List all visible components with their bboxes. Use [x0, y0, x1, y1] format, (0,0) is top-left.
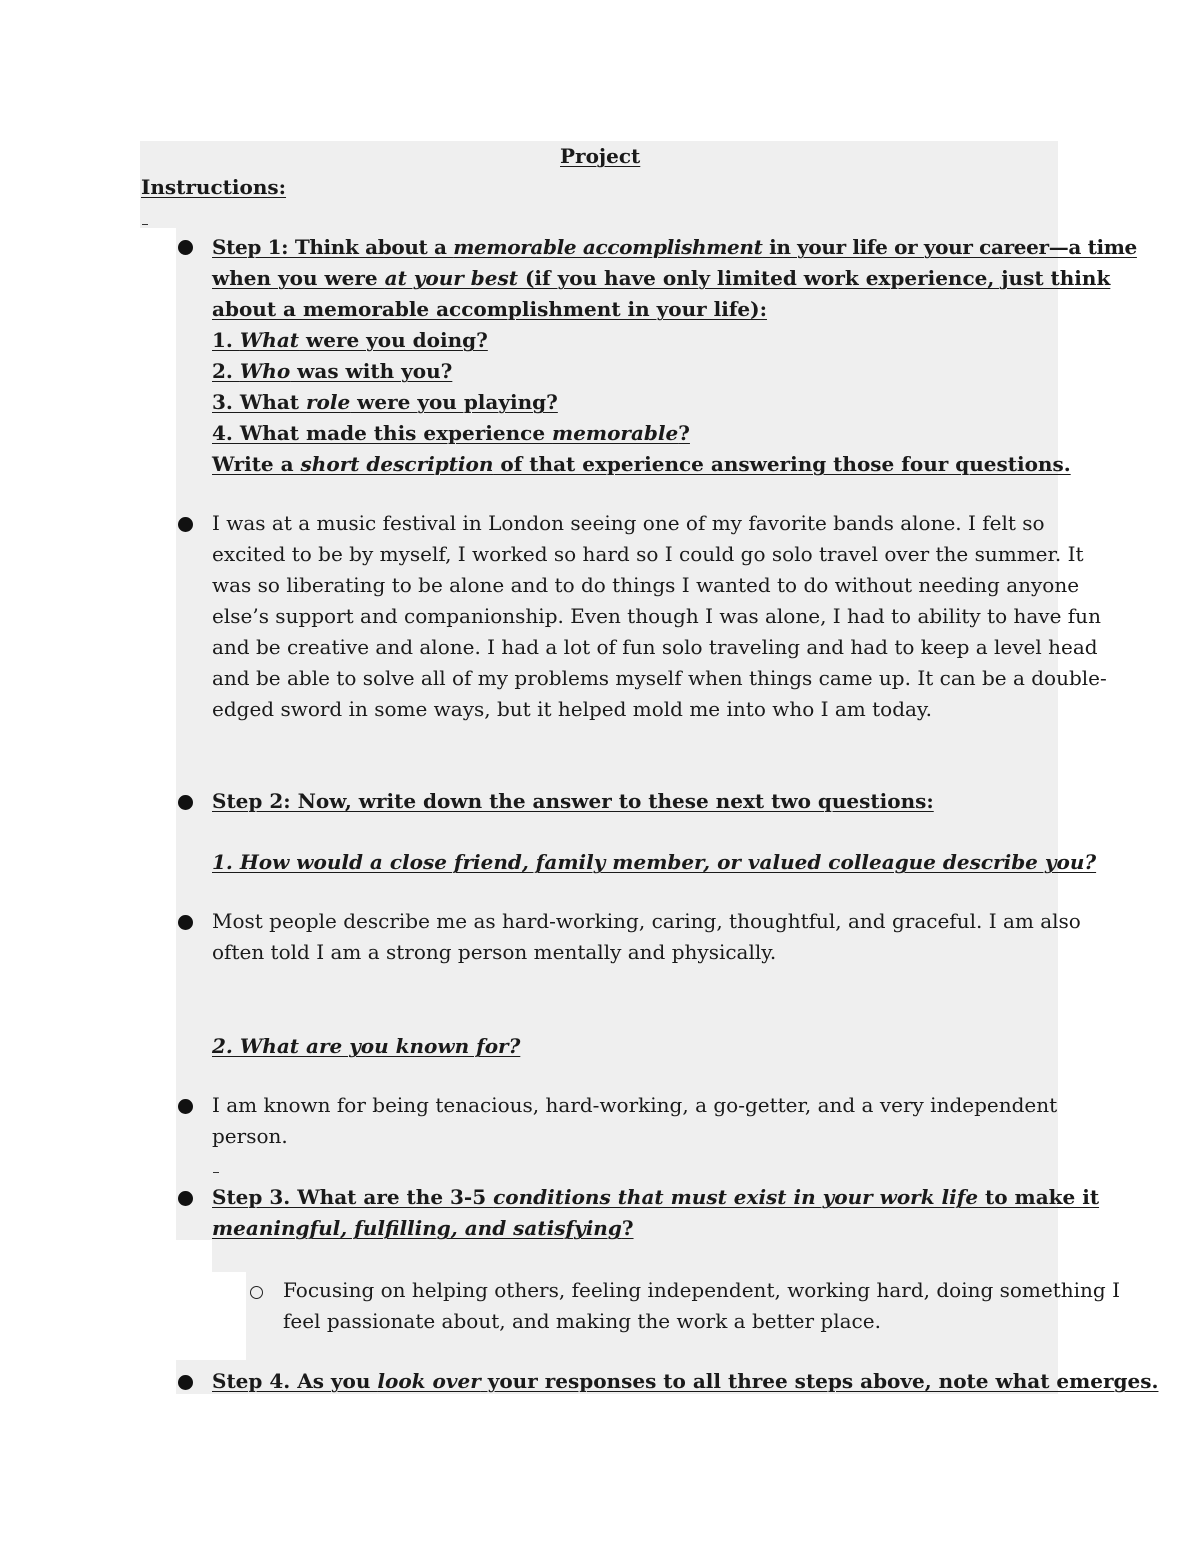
bullet-icon — [178, 915, 193, 930]
step4-line: Step 4. As you look over your responses to all three steps above, note what emerges. — [212, 1369, 1159, 1393]
answer1-line: else’s support and companionship. Even though I was alone, I had to ability to have fun — [212, 604, 1101, 628]
sub-bullet-icon — [250, 1286, 263, 1299]
answer1-line: was so liberating to be alone and to do things I wanted to do without needing anyone — [212, 573, 1080, 597]
step2-answer-2-line: person. — [212, 1124, 288, 1148]
page-title: Project — [560, 144, 641, 168]
answer1-line: excited to be by myself, I worked so hard so I could go solo travel over the summer. It — [212, 542, 1084, 566]
bullet-icon — [178, 1375, 193, 1390]
step1-instruction: Write a short description of that experience answering those four questions. — [212, 452, 1071, 476]
answer1-line: edged sword in some ways, but it helped mold me into who I am today. — [212, 697, 932, 721]
step2-heading: Step 2: Now, write down the answer to these next two questions: — [212, 789, 934, 813]
step3-line2: meaningful, fulfilling, and satisfying? — [212, 1216, 634, 1240]
step3-answer-line: Focusing on helping others, feeling independent, working hard, doing something I — [283, 1278, 1120, 1302]
bullet-icon — [178, 795, 193, 810]
instructions-label: Instructions: — [141, 175, 287, 199]
step1-question-2: 2. Who was with you? — [212, 359, 453, 383]
empty-paragraph-mark — [213, 1172, 219, 1173]
step1-line3: about a memorable accomplishment in your life): — [212, 297, 767, 321]
answer1-line: and be able to solve all of my problems myself when things came up. It can be a double- — [212, 666, 1107, 690]
step2-question-2: 2. What are you known for? — [212, 1034, 521, 1058]
step1-line2: when you were at your best (if you have only limited work experience, just think — [212, 266, 1111, 290]
bullet-icon — [178, 240, 193, 255]
empty-paragraph-mark — [142, 224, 148, 225]
bullet-icon — [178, 1099, 193, 1114]
step2-answer-2-line: I am known for being tenacious, hard-working, a go-getter, and a very independent — [212, 1093, 1058, 1117]
bullet-icon — [178, 1191, 193, 1206]
step2-answer-1-line: often told I am a strong person mentally and physically. — [212, 940, 777, 964]
step1-question-1: 1. What were you doing? — [212, 328, 488, 352]
step2-question-1: 1. How would a close friend, family member, or valued colleague describe you? — [212, 850, 1097, 874]
answer1-line: and be creative and alone. I had a lot of fun solo traveling and had to keep a level head — [212, 635, 1098, 659]
bullet-icon — [178, 517, 193, 532]
step1-line1: Step 1: Think about a memorable accomplishment in your life or your career—a time — [212, 235, 1137, 259]
step2-answer-1-line: Most people describe me as hard-working, caring, thoughtful, and graceful. I am also — [212, 909, 1081, 933]
highlight-step3-gap — [212, 1240, 1058, 1272]
answer1-line: I was at a music festival in London seeing one of my favorite bands alone. I felt so — [212, 511, 1045, 535]
step1-question-3: 3. What role were you playing? — [212, 390, 558, 414]
step3-line1: Step 3. What are the 3-5 conditions that must exist in your work life to make it — [212, 1185, 1100, 1209]
step1-question-4: 4. What made this experience memorable? — [212, 421, 690, 445]
step3-answer-line: feel passionate about, and making the work a better place. — [283, 1309, 881, 1333]
